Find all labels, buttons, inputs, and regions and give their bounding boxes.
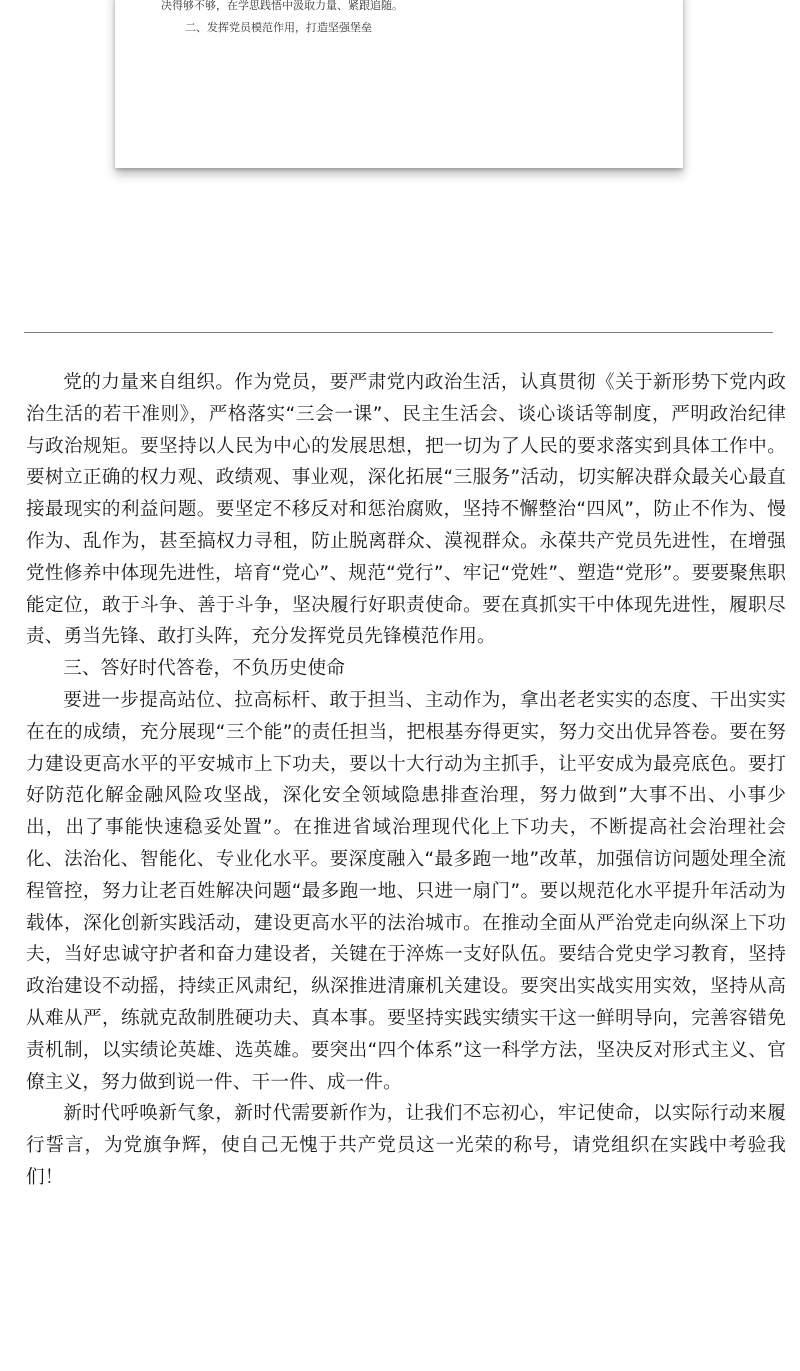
preview-heading: 二、发挥党员模范作用，打造坚强堡垒 xyxy=(185,21,372,34)
paragraph: 要进一步提高站位、拉高标杆、敢于担当、主动作为，拿出老老实实的态度、干出实实在在的成绩，充分展现“三个能”的责任担当，把根基夯得更实，努力交出优异答卷。要在努力建设更高水平的平安城市上下功夫，要以十大行动为主抓手，让平安成为最亮底色。要打好防范化解金融风险攻坚战，深化安全领域隐患排查治理，努力做到”大事不出、小事少出，出了事能快速稳妥处置”。在推进省域治理现代化上下功夫，不断提高社会治理社会化、法治化、智能化、专业化水平。要深度融入“最多跑一地”改革，加强信访问题处理全流程管控，努力让老百姓解决问题“最多跑一地、只进一扇门”。要以规范化水平提升年活动为载体，深化创新实践活动，建设更高水平的法治城市。在推动全面从严治党走向纵深上下功夫，当好忠诚守护者和奋力建设者，关键在于淬炼一支好队伍。要结合党史学习教育，坚持政治建设不动摇，持续正风肃纪，纵深推进清廉机关建设。要突出实战实用实效，坚持从高从难从严，练就克敌制胜硬功夫、真本事。要坚持实践实绩实干这一鲜明导向，完善容错免责机制，以实绩论英雄、选英雄。要突出“四个体系”这一科学方法，坚决反对形式主义、官僚主义，努力做到说一件、干一件、成一件。 xyxy=(26,689,786,1093)
preview-page-card xyxy=(115,0,683,168)
preview-line: 决得够不够，在学思践悟中汲取力量、紧跟追随。 xyxy=(161,0,403,12)
document-preview xyxy=(0,0,800,190)
paragraph: 党的力量来自组织。作为党员，要严肃党内政治生活，认真贯彻《关于新形势下党内政治生活的若干准则》，严格落实“三会一课”、民主生活会、谈心谈话等制度，严明政治纪律与政治规矩。要坚持以人民为中心的发展思想，把一切为了人民的要求落实到具体工作中。要树立正确的权力观、政绩观、事业观，深化拓展“三服务”活动，切实解决群众最关心最直接最现实的利益问题。要坚定不移反对和惩治腐败，坚持不懈整治“四风”，防止不作为、慢作为、乱作为，甚至搞权力寻租，防止脱离群众、漠视群众。永葆共产党员先进性，在增强党性修养中体现先进性，培育“党心”、规范“党行”、牢记“党姓”、塑造“党形”。要要聚焦职能定位，敢于斗争、善于斗争，坚决履行好职责使命。要在真抓实干中体现先进性，履职尽责、勇当先锋、敢打头阵，充分发挥党员先锋模范作用。 xyxy=(26,372,786,648)
section-divider xyxy=(24,332,773,333)
paragraph: 新时代呼唤新气象，新时代需要新作为，让我们不忘初心，牢记使命，以实际行动来履行誓言，为党旗争辉，使自己无愧于共产党员这一光荣的称号，请党组织在实践中考验我们！ xyxy=(26,1103,786,1188)
article-body xyxy=(26,367,786,1194)
section-heading: 三、答好时代答卷，不负历史使命 xyxy=(63,658,346,680)
